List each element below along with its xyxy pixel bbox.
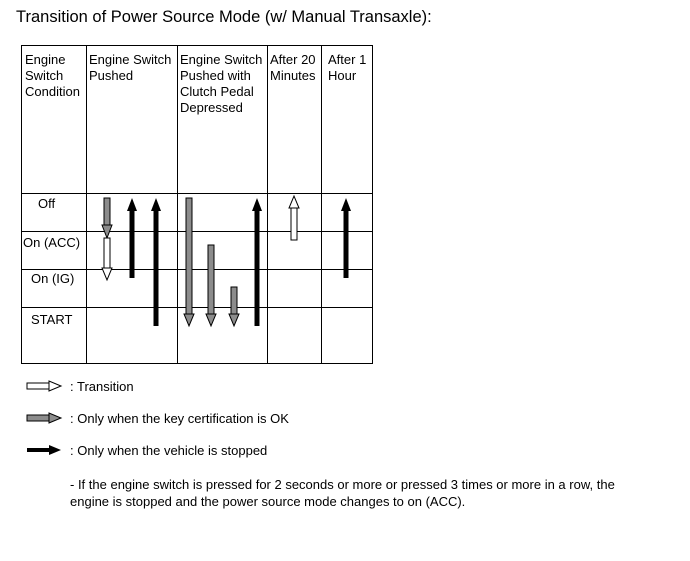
arrow-ig-to-start-gray: [229, 287, 239, 326]
legend-arrow-gray: [27, 413, 61, 423]
row-label-on-ig: On (IG): [31, 271, 75, 286]
legend-arrow-white: [27, 381, 61, 391]
legend-arrow-black: [27, 445, 61, 455]
row-label-off: Off: [38, 196, 56, 211]
arrow-acc-to-start-gray: [206, 245, 216, 326]
arrow-after-20-minutes-white: [289, 196, 299, 240]
row-label-on-acc: On (ACC): [23, 235, 81, 250]
row-label-start: START: [31, 312, 73, 327]
arrow-off-to-start-gray: [184, 198, 194, 326]
column-engine-switch-pushed-arrows: [102, 198, 161, 326]
legend-transition-label: : Transition: [70, 379, 134, 394]
arrow-start-to-off-black: [151, 198, 161, 326]
arrow-after-1-hour-black: [341, 198, 351, 278]
header-after-1-hour: After 1 Hour: [328, 52, 367, 83]
diagram-title: Transition of Power Source Mode (w/ Manual Transaxle):: [16, 8, 432, 26]
header-engine-switch-condition: Engine Switch Condition: [25, 52, 80, 99]
header-engine-switch-pushed: Engine Switch Pushed: [89, 52, 172, 83]
legend-key-certification-label: : Only when the key certification is OK: [70, 411, 289, 426]
header-clutch-pedal-depressed: Engine Switch Pushed with Clutch Pedal Depressed: [180, 52, 263, 115]
column-clutch-depressed-arrows: [184, 198, 262, 326]
arrow-ig-to-off-black: [127, 198, 137, 278]
header-after-20-minutes: After 20 Minutes: [270, 52, 316, 83]
note-text: - If the engine switch is pressed for 2 seconds or more or pressed 3 times or more in a row, the engine is stopped and the power source mode changes to on (ACC).: [70, 477, 615, 509]
legend-vehicle-stopped-label: : Only when the vehicle is stopped: [70, 443, 268, 458]
arrow-start-to-off-black-2: [252, 198, 262, 326]
arrow-acc-to-ig-white: [102, 238, 112, 280]
